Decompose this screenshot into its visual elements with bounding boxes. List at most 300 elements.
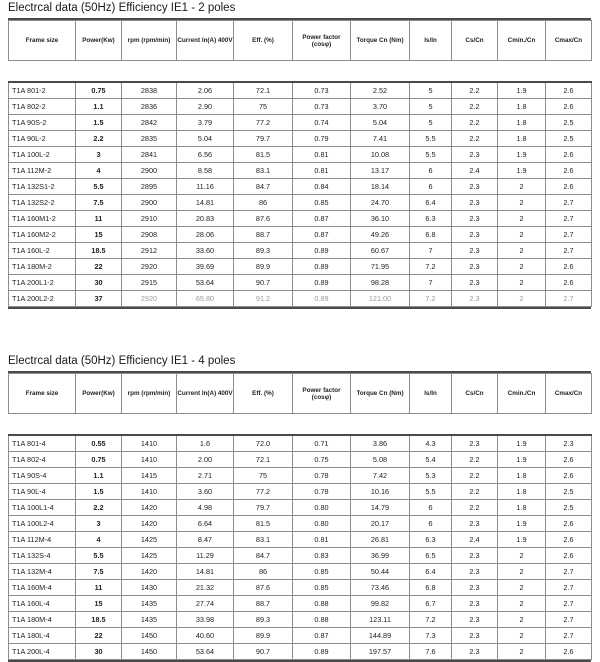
- cell-power: 3: [76, 147, 122, 163]
- cell-torque: 197.57: [351, 644, 410, 660]
- cell-is-in: 6.4: [410, 195, 452, 211]
- cell-rpm: 2835: [122, 131, 177, 147]
- col-header-rpm: rpm (rpm/min): [122, 374, 177, 414]
- cell-cmax-cn: 2.6: [546, 275, 592, 291]
- cell-cs-cn: 2.3: [452, 580, 498, 596]
- cell-cs-cn: 2.3: [452, 179, 498, 195]
- cell-power: 18.5: [76, 612, 122, 628]
- cell-power: 30: [76, 644, 122, 660]
- cell-current: 28.06: [177, 227, 234, 243]
- col-header-cmax-cn: Cmax/Cn: [546, 21, 592, 61]
- cell-torque: 3.86: [351, 435, 410, 452]
- cell-power: 4: [76, 532, 122, 548]
- cell-efficiency: 89.9: [234, 628, 293, 644]
- cell-cmin-cn: 2: [498, 644, 546, 660]
- cell-cmax-cn: 2.7: [546, 243, 592, 259]
- cell-is-in: 6.5: [410, 548, 452, 564]
- cell-power-factor: 0.74: [293, 115, 351, 131]
- table-row: [9, 628, 592, 644]
- cell-efficiency: 87.6: [234, 580, 293, 596]
- table-row: [9, 435, 592, 452]
- cell-power-factor: 0.79: [293, 131, 351, 147]
- cell-efficiency: 89.9: [234, 259, 293, 275]
- cell-efficiency: 77.2: [234, 115, 293, 131]
- cell-cmin-cn: 1.9: [498, 532, 546, 548]
- cell-cmin-cn: 2: [498, 628, 546, 644]
- cell-efficiency: 81.5: [234, 516, 293, 532]
- cell-current: 8.47: [177, 532, 234, 548]
- cell-power-factor: 0.89: [293, 644, 351, 660]
- cell-cmin-cn: 2: [498, 275, 546, 291]
- cell-power: 2.2: [76, 500, 122, 516]
- cell-power: 1.1: [76, 468, 122, 484]
- cell-current: 33.60: [177, 243, 234, 259]
- cell-cs-cn: 2.3: [452, 259, 498, 275]
- cell-cs-cn: 2.2: [452, 99, 498, 115]
- cell-cmax-cn: 2.6: [546, 82, 592, 99]
- cell-torque: 121.00: [351, 291, 410, 307]
- col-header-frame: Frame size: [9, 374, 76, 414]
- cell-rpm: 1435: [122, 596, 177, 612]
- cell-is-in: 5: [410, 82, 452, 99]
- cell-power: 11: [76, 580, 122, 596]
- cell-cmax-cn: 2.7: [546, 628, 592, 644]
- cell-is-in: 5: [410, 99, 452, 115]
- cell-current: 53.64: [177, 275, 234, 291]
- cell-cs-cn: 2.4: [452, 532, 498, 548]
- cell-is-in: 5.5: [410, 484, 452, 500]
- cell-frame-size: T1A 200L-4: [9, 644, 76, 660]
- cell-cmin-cn: 2: [498, 548, 546, 564]
- cell-power-factor: 0.81: [293, 532, 351, 548]
- table-row: [9, 211, 592, 227]
- cell-is-in: 6.3: [410, 211, 452, 227]
- cell-efficiency: 83.1: [234, 163, 293, 179]
- table-row: [9, 82, 592, 99]
- cell-is-in: 6.8: [410, 227, 452, 243]
- cell-rpm: 1420: [122, 564, 177, 580]
- cell-efficiency: 86: [234, 564, 293, 580]
- cell-current: 39.69: [177, 259, 234, 275]
- cell-current: 33.98: [177, 612, 234, 628]
- table-row: [9, 548, 592, 564]
- cell-power-factor: 0.87: [293, 211, 351, 227]
- cell-cmax-cn: 2.5: [546, 484, 592, 500]
- table-row: [9, 243, 592, 259]
- cell-efficiency: 90.7: [234, 275, 293, 291]
- cell-cmax-cn: 2.6: [546, 468, 592, 484]
- cell-torque: 18.14: [351, 179, 410, 195]
- cell-power-factor: 0.78: [293, 484, 351, 500]
- cell-torque: 71.95: [351, 259, 410, 275]
- cell-torque: 13.17: [351, 163, 410, 179]
- cell-is-in: 7.2: [410, 291, 452, 307]
- cell-rpm: 1450: [122, 628, 177, 644]
- cell-power: 18.5: [76, 243, 122, 259]
- cell-rpm: 1415: [122, 468, 177, 484]
- cell-power-factor: 0.83: [293, 548, 351, 564]
- table-row: [9, 147, 592, 163]
- header-row: [9, 374, 592, 414]
- cell-power-factor: 0.75: [293, 452, 351, 468]
- cell-is-in: 7: [410, 275, 452, 291]
- cell-cs-cn: 2.2: [452, 500, 498, 516]
- cell-frame-size: T1A 160M1-2: [9, 211, 76, 227]
- cell-rpm: 2842: [122, 115, 177, 131]
- cell-cmin-cn: 2: [498, 291, 546, 307]
- cell-cmax-cn: 2.7: [546, 612, 592, 628]
- cell-power-factor: 0.85: [293, 564, 351, 580]
- cell-power: 0.75: [76, 82, 122, 99]
- section-title: Electrcal data (50Hz) Efficiency IE1 - 2 poles: [8, 2, 236, 14]
- cell-power-factor: 0.78: [293, 468, 351, 484]
- cell-is-in: 6: [410, 516, 452, 532]
- table-row: [9, 291, 592, 307]
- cell-rpm: 2895: [122, 179, 177, 195]
- cell-frame-size: T1A 100L-2: [9, 147, 76, 163]
- cell-rpm: 2915: [122, 275, 177, 291]
- cell-cmin-cn: 2: [498, 195, 546, 211]
- header-row: [9, 21, 592, 61]
- bottom-rule: [8, 307, 591, 309]
- cell-cmax-cn: 2.6: [546, 516, 592, 532]
- col-header-cmin-cn: Cmin./Cn: [498, 21, 546, 61]
- col-header-is-in: Is/In: [410, 21, 452, 61]
- cell-torque: 49.26: [351, 227, 410, 243]
- cell-cmin-cn: 2: [498, 564, 546, 580]
- cell-rpm: 2841: [122, 147, 177, 163]
- cell-efficiency: 91.2: [234, 291, 293, 307]
- cell-power: 1.5: [76, 484, 122, 500]
- cell-frame-size: T1A 802-4: [9, 452, 76, 468]
- table-row: [9, 468, 592, 484]
- cell-torque: 123.11: [351, 612, 410, 628]
- cell-power-factor: 0.81: [293, 163, 351, 179]
- cell-efficiency: 79.7: [234, 500, 293, 516]
- cell-rpm: 1410: [122, 452, 177, 468]
- cell-torque: 73.46: [351, 580, 410, 596]
- cell-torque: 60.67: [351, 243, 410, 259]
- cell-efficiency: 72.1: [234, 452, 293, 468]
- cell-cs-cn: 2.3: [452, 644, 498, 660]
- cell-rpm: 1425: [122, 548, 177, 564]
- table-row: [9, 452, 592, 468]
- cell-frame-size: T1A 801-4: [9, 435, 76, 452]
- col-header-power: Power(Kw): [76, 21, 122, 61]
- cell-cs-cn: 2.2: [452, 131, 498, 147]
- cell-power: 7.5: [76, 564, 122, 580]
- table-row: [9, 259, 592, 275]
- cell-current: 40.60: [177, 628, 234, 644]
- cell-power: 22: [76, 259, 122, 275]
- cell-cs-cn: 2.3: [452, 435, 498, 452]
- table-section-4-poles: [8, 353, 591, 662]
- cell-efficiency: 84.7: [234, 548, 293, 564]
- cell-frame-size: T1A 90S-2: [9, 115, 76, 131]
- col-header-eff: Eff. (%): [234, 374, 293, 414]
- cell-frame-size: T1A 200L1-2: [9, 275, 76, 291]
- table-row: [9, 580, 592, 596]
- cell-torque: 50.44: [351, 564, 410, 580]
- cell-power: 0.55: [76, 435, 122, 452]
- cell-power: 1.5: [76, 115, 122, 131]
- cell-rpm: 2900: [122, 163, 177, 179]
- cell-current: 53.64: [177, 644, 234, 660]
- cell-rpm: 1410: [122, 484, 177, 500]
- cell-cmax-cn: 2.7: [546, 580, 592, 596]
- cell-cmax-cn: 2.6: [546, 548, 592, 564]
- col-header-eff: Eff. (%): [234, 21, 293, 61]
- cell-frame-size: T1A 160M-4: [9, 580, 76, 596]
- cell-cmax-cn: 2.5: [546, 131, 592, 147]
- cell-power-factor: 0.81: [293, 147, 351, 163]
- cell-power: 37: [76, 291, 122, 307]
- cell-efficiency: 75: [234, 99, 293, 115]
- cell-efficiency: 84.7: [234, 179, 293, 195]
- cell-rpm: 2908: [122, 227, 177, 243]
- cell-frame-size: T1A 160L-2: [9, 243, 76, 259]
- cell-torque: 10.08: [351, 147, 410, 163]
- cell-frame-size: T1A 90L-4: [9, 484, 76, 500]
- cell-torque: 7.41: [351, 131, 410, 147]
- cell-current: 11.16: [177, 179, 234, 195]
- cell-torque: 7.42: [351, 468, 410, 484]
- cell-power-factor: 0.89: [293, 259, 351, 275]
- cell-rpm: 1420: [122, 500, 177, 516]
- cell-torque: 26.81: [351, 532, 410, 548]
- cell-cmin-cn: 1.9: [498, 452, 546, 468]
- cell-rpm: 2912: [122, 243, 177, 259]
- cell-cmin-cn: 2: [498, 596, 546, 612]
- cell-rpm: 2838: [122, 82, 177, 99]
- cell-torque: 10.16: [351, 484, 410, 500]
- col-header-torque: Torque Cn (Nm): [351, 21, 410, 61]
- spacer-row: [9, 414, 592, 436]
- cell-cmax-cn: 2.7: [546, 195, 592, 211]
- cell-is-in: 5.4: [410, 452, 452, 468]
- col-header-is-in: Is/In: [410, 374, 452, 414]
- col-header-current: Current In(A) 400V: [177, 374, 234, 414]
- cell-current: 6.64: [177, 516, 234, 532]
- cell-cmin-cn: 1.8: [498, 500, 546, 516]
- cell-power-factor: 0.87: [293, 227, 351, 243]
- col-header-power: Power(Kw): [76, 374, 122, 414]
- cell-cs-cn: 2.3: [452, 612, 498, 628]
- cell-torque: 3.70: [351, 99, 410, 115]
- cell-efficiency: 89.3: [234, 612, 293, 628]
- cell-power: 0.75: [76, 452, 122, 468]
- cell-power: 30: [76, 275, 122, 291]
- cell-efficiency: 83.1: [234, 532, 293, 548]
- cell-is-in: 7.6: [410, 644, 452, 660]
- col-header-cmax-cn: Cmax/Cn: [546, 374, 592, 414]
- cell-power-factor: 0.89: [293, 275, 351, 291]
- cell-cs-cn: 2.3: [452, 227, 498, 243]
- cell-current: 6.56: [177, 147, 234, 163]
- cell-efficiency: 77.2: [234, 484, 293, 500]
- cell-cs-cn: 2.3: [452, 628, 498, 644]
- cell-efficiency: 89.3: [234, 243, 293, 259]
- col-header-rpm: rpm (rpm/min): [122, 21, 177, 61]
- cell-is-in: 6.8: [410, 580, 452, 596]
- cell-power-factor: 0.71: [293, 435, 351, 452]
- cell-is-in: 6.7: [410, 596, 452, 612]
- cell-power: 5.5: [76, 548, 122, 564]
- cell-cmin-cn: 2: [498, 211, 546, 227]
- table-row: [9, 532, 592, 548]
- cell-torque: 5.08: [351, 452, 410, 468]
- cell-torque: 144.89: [351, 628, 410, 644]
- cell-is-in: 7: [410, 243, 452, 259]
- cell-efficiency: 90.7: [234, 644, 293, 660]
- cell-cmin-cn: 1.9: [498, 163, 546, 179]
- cell-cmin-cn: 1.8: [498, 115, 546, 131]
- cell-power-factor: 0.73: [293, 82, 351, 99]
- cell-current: 3.79: [177, 115, 234, 131]
- table-row: [9, 163, 592, 179]
- cell-torque: 36.10: [351, 211, 410, 227]
- cell-efficiency: 88.7: [234, 596, 293, 612]
- table-row: [9, 227, 592, 243]
- cell-is-in: 6: [410, 179, 452, 195]
- cell-frame-size: T1A 112M-2: [9, 163, 76, 179]
- cell-cmin-cn: 1.8: [498, 484, 546, 500]
- cell-cs-cn: 2.3: [452, 147, 498, 163]
- cell-torque: 14.79: [351, 500, 410, 516]
- cell-cs-cn: 2.2: [452, 468, 498, 484]
- cell-current: 2.90: [177, 99, 234, 115]
- cell-efficiency: 87.6: [234, 211, 293, 227]
- cell-current: 2.00: [177, 452, 234, 468]
- cell-efficiency: 79.7: [234, 131, 293, 147]
- cell-current: 2.71: [177, 468, 234, 484]
- table-row: [9, 179, 592, 195]
- cell-cmin-cn: 2: [498, 179, 546, 195]
- cell-is-in: 6: [410, 500, 452, 516]
- cell-cmin-cn: 2: [498, 227, 546, 243]
- cell-rpm: 2920: [122, 291, 177, 307]
- cell-frame-size: T1A 90L-2: [9, 131, 76, 147]
- cell-current: 4.98: [177, 500, 234, 516]
- cell-cmax-cn: 2.3: [546, 435, 592, 452]
- cell-cs-cn: 2.2: [452, 452, 498, 468]
- table-body: [9, 82, 592, 307]
- cell-cmin-cn: 1.9: [498, 516, 546, 532]
- cell-frame-size: T1A 180M-4: [9, 612, 76, 628]
- section-title: Electrcal data (50Hz) Efficiency IE1 - 4 poles: [8, 355, 236, 367]
- cell-rpm: 1430: [122, 580, 177, 596]
- cell-frame-size: T1A 180M-2: [9, 259, 76, 275]
- cell-efficiency: 72.1: [234, 82, 293, 99]
- cell-torque: 5.04: [351, 115, 410, 131]
- cell-power-factor: 0.87: [293, 628, 351, 644]
- cell-cmax-cn: 2.7: [546, 291, 592, 307]
- cell-is-in: 5.3: [410, 468, 452, 484]
- cell-cmin-cn: 2: [498, 580, 546, 596]
- cell-torque: 20.17: [351, 516, 410, 532]
- cell-efficiency: 72.0: [234, 435, 293, 452]
- col-header-cmin-cn: Cmin./Cn: [498, 374, 546, 414]
- cell-cs-cn: 2.3: [452, 596, 498, 612]
- cell-frame-size: T1A 112M-4: [9, 532, 76, 548]
- cell-power-factor: 0.80: [293, 516, 351, 532]
- cell-cmin-cn: 1.9: [498, 435, 546, 452]
- cell-torque: 99.82: [351, 596, 410, 612]
- cell-power: 7.5: [76, 195, 122, 211]
- col-header-torque: Torque Cn (Nm): [351, 374, 410, 414]
- cell-frame-size: T1A 160M2-2: [9, 227, 76, 243]
- cell-is-in: 4.3: [410, 435, 452, 452]
- cell-cmin-cn: 1.8: [498, 131, 546, 147]
- cell-cmax-cn: 2.6: [546, 163, 592, 179]
- cell-cmax-cn: 2.7: [546, 564, 592, 580]
- cell-cs-cn: 2.3: [452, 275, 498, 291]
- cell-power: 15: [76, 227, 122, 243]
- data-table-2-poles: [8, 20, 592, 307]
- col-header-cs-cn: Cs/Cn: [452, 374, 498, 414]
- col-header-power-factor: Power factor (cosφ): [293, 374, 351, 414]
- cell-rpm: 1410: [122, 435, 177, 452]
- table-row: [9, 195, 592, 211]
- cell-cmax-cn: 2.7: [546, 596, 592, 612]
- cell-frame-size: T1A 100L1-4: [9, 500, 76, 516]
- cell-efficiency: 86: [234, 195, 293, 211]
- cell-torque: 24.70: [351, 195, 410, 211]
- cell-rpm: 2910: [122, 211, 177, 227]
- cell-efficiency: 81.5: [234, 147, 293, 163]
- cell-cs-cn: 2.3: [452, 291, 498, 307]
- cell-current: 8.58: [177, 163, 234, 179]
- cell-cmax-cn: 2.6: [546, 259, 592, 275]
- cell-current: 27.74: [177, 596, 234, 612]
- cell-power: 5.5: [76, 179, 122, 195]
- table-row: [9, 516, 592, 532]
- cell-current: 14.81: [177, 195, 234, 211]
- cell-is-in: 6: [410, 163, 452, 179]
- cell-cs-cn: 2.3: [452, 516, 498, 532]
- cell-current: 21.32: [177, 580, 234, 596]
- cell-power-factor: 0.73: [293, 99, 351, 115]
- cell-is-in: 5: [410, 115, 452, 131]
- cell-power: 11: [76, 211, 122, 227]
- cell-cmax-cn: 2.5: [546, 500, 592, 516]
- table-row: [9, 484, 592, 500]
- cell-power-factor: 0.85: [293, 580, 351, 596]
- col-header-current: Current In(A) 400V: [177, 21, 234, 61]
- cell-power-factor: 0.88: [293, 612, 351, 628]
- table-row: [9, 131, 592, 147]
- cell-frame-size: T1A 160L-4: [9, 596, 76, 612]
- cell-current: 1.6: [177, 435, 234, 452]
- data-table-4-poles: [8, 373, 592, 660]
- cell-is-in: 7.2: [410, 612, 452, 628]
- table-body: [9, 435, 592, 660]
- table-row: [9, 115, 592, 131]
- cell-frame-size: T1A 90S-4: [9, 468, 76, 484]
- cell-power: 4: [76, 163, 122, 179]
- cell-frame-size: T1A 200L2-2: [9, 291, 76, 307]
- cell-rpm: 1435: [122, 612, 177, 628]
- cell-power-factor: 0.85: [293, 195, 351, 211]
- cell-frame-size: T1A 132M-4: [9, 564, 76, 580]
- cell-rpm: 2900: [122, 195, 177, 211]
- cell-cs-cn: 2.4: [452, 163, 498, 179]
- cell-power-factor: 0.89: [293, 243, 351, 259]
- cell-cmax-cn: 2.6: [546, 644, 592, 660]
- cell-current: 5.04: [177, 131, 234, 147]
- cell-is-in: 5.5: [410, 147, 452, 163]
- cell-cmax-cn: 2.6: [546, 99, 592, 115]
